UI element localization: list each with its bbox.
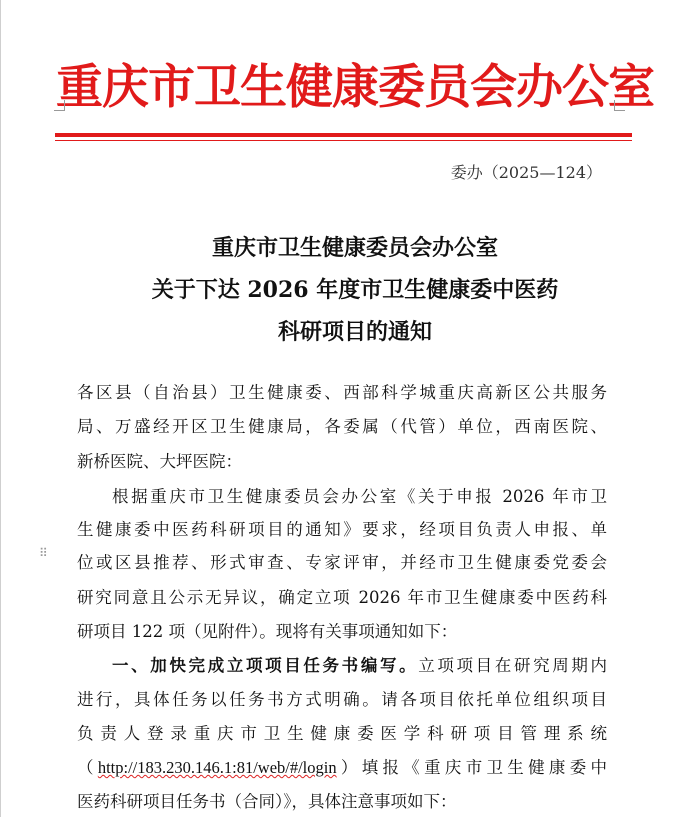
paragraph-1-line-1: 根据重庆市卫生健康委员会办公室《关于申报 2026 年市卫: [112, 487, 607, 506]
document-title-line-2: 关于下达 2026 年度市卫生健康委中医药: [151, 277, 559, 303]
address-line-3: 新桥医院、大坪医院：: [77, 452, 242, 471]
document-number: 委办（2025—124）: [450, 163, 602, 182]
section-1-heading: 一、加快完成立项项目任务书编写。: [112, 656, 419, 675]
address-line-1: 各区县（自治县）卫生健康委、西部科学城重庆高新区公共服务: [77, 383, 607, 402]
section-1-line-2: 进行，具体任务以任务书方式明确。请各项目依托单位组织项目: [77, 690, 607, 709]
address-line-2: 局、万盛经开区卫生健康局，各委属（代管）单位，西南医院、: [77, 417, 607, 436]
paragraph-1-line-3: 位或区县推荐、形式审查、专家评审，并经市卫生健康委党委会: [77, 553, 607, 572]
system-login-url[interactable]: http://183.230.146.1:81/web/#/login: [97, 758, 337, 777]
section-1-first-text: 立项项目在研究周期内: [418, 656, 608, 675]
crop-mark-left: [54, 100, 65, 111]
section-1-line-4: [77, 758, 607, 778]
header-red-rule-thin: [55, 140, 632, 141]
section-1-line-3: 负责人登录重庆市卫生健康委医学科研项目管理系统: [77, 724, 607, 743]
document-title-line-3: 科研项目的通知: [277, 319, 432, 345]
paragraph-1-line-2: 生健康委中医药科研项目的通知》要求，经项目负责人申报、单: [77, 520, 607, 539]
paragraph-1-line-5: 研项目 122 项（见附件）。现将有关事项通知如下：: [77, 622, 458, 641]
url-after-text: ）填报《重庆市卫生健康委中: [336, 758, 608, 777]
section-1-line-1: [112, 656, 607, 676]
header-red-rule: [55, 133, 632, 137]
drag-handle-icon[interactable]: ⠿: [39, 546, 49, 560]
section-1-line-5: 医药科研项目任务书（合同）》，具体注意事项如下：: [77, 792, 457, 811]
page-edge: [0, 0, 1, 817]
header-org-title: 重庆市卫生健康委员会办公室: [56, 60, 654, 115]
paragraph-1-line-4: 研究同意且公示无异议，确定立项 2026 年市卫生健康委中医药科: [77, 588, 607, 607]
crop-mark-right: [614, 100, 625, 111]
url-open-paren: （: [77, 758, 98, 777]
document-title-line-1: 重庆市卫生健康委员会办公室: [211, 235, 498, 261]
